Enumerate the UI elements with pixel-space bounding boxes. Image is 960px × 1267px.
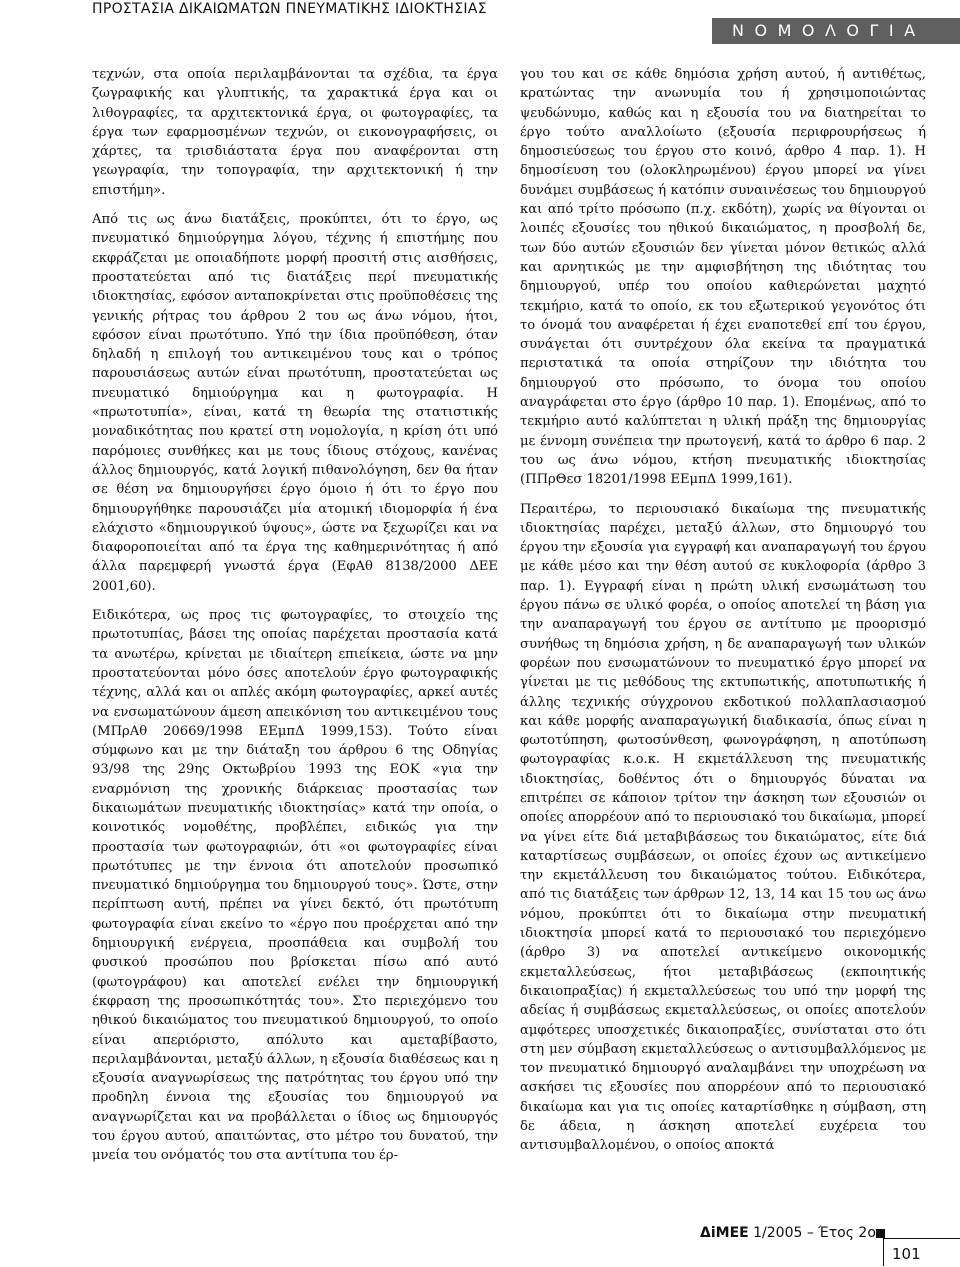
section-category-banner: ΝΟΜΟΛΟΓΙΑ xyxy=(712,18,960,44)
paragraph: γου του και σε κάθε δημόσια χρήση αυτού, ή αντιθέτως, κρατώντας την ανωνυμία του ή χρησιμοποιώντας ψευδώνυμο, καθώς και η εξουσία του να διατηρείται το έργο τούτο αναλλοίωτο (εξουσία περιφρουρήσεως ή δημοσιεύσεως του έργου στο κοινό, άρθρο 4 παρ. 1). Η δημοσίευση του (ολοκληρωμένου) έργου μπορεί να γίνει δυνάμει συμβάσεως ή κατόπιν συναινέσεως του δημιουργού και από τρίτο πρόσωπο (π.χ. εκδότη), χωρίς να θίγονται οι λοιπές εξουσίες του ηθικού δικαιώματος, η προσβολή δε, των δύο αυτών εξουσιών δεν γίνεται μόνον θετικώς αλλά και αρνητικώς με την αμφισβήτηση της ιδιότητας του δημιουργού, υπέρ του οποίου καθιερώνεται μαχητό τεκμήριο, κατά το οποίο, εκ του εξωτερικού γεγονότος ότι το όνομά του αναφέρεται ή έχει εναποτεθεί επί του έργου, συνάγεται ότι συντρέχουν όλα εκείνα τα πραγματικά περιστατικά τα οποία στηρίζουν την ιδιότητα του δημιουργού στο πρόσωπο, το όνομα του οποίου αναγράφεται στο έργο (άρθρο 10 παρ. 1). Επομένως, από το τεκμήριο αυτό καλύπτεται η υλική πράξη της δημιουργίας με έννομη συνέπεια την πρωτογενή, κατά το άρθρο 6 παρ. 2 του ως άνω νόμου, κτήση πνευματικής ιδιοκτησίας (ΠΠρΘεσ 18201/1998 ΕΕμπΔ 1999,161). xyxy=(520,67,926,488)
journal-issue: 1/2005 – Έτος 2ο xyxy=(748,1225,876,1241)
running-header-title: ΠΡΟΣΤΑΣΙΑ ΔΙΚΑΙΩΜΑΤΩΝ ΠΝΕΥΜΑΤΙΚΗΣ ΙΔΙΟΚΤΗΣΙΑΣ xyxy=(92,1,487,17)
paragraph: Από τις ως άνω διατάξεις, προκύπτει, ότι το έργο, ως πνευματικό δημιούργημα λόγου, τέχνης ή επιστήμης που εκφράζεται με οποιαδήποτε μορφή προσιτή στις αισθήσεις, προστατεύεται από τις διατάξεις περί πνευματικής ιδιοκτησίας, εφόσον ανταποκρίνεται στις προϋποθέσεις της γενικής ρήτρας του άρθρου 2 του ως άνω νόμου, ήτοι, εφόσον είναι πρωτότυπο. Υπό την ίδια προϋπόθεση, όταν δηλαδή η επιλογή του αντικειμένου τους και ο τρόπος παρουσιάσεως αυτών είναι πρωτότυπη, προστατεύεται ως πνευματικό δημιούργημα και η φωτογραφία. Η «πρωτοτυπία», είναι, κατά τη θεωρία της στατιστικής μοναδικότητας που κρατεί στη νομολογία, η κρίση ότι υπό παρόμοιες συνθήκες και με τους ίδιους στόχους, κανένας άλλος δημιουργός, κατά λογική πιθανολόγηση, δεν θα ήταν σε θέση να δημιουργήσει έργο όμοιο ή ότι το έργο που δημιουργήθηκε παρουσιάζει μία ατομική ιδιομορφία ή ένα ελάχιστο «δημιουργικού ύψους», ώστε να ξεχωρίζει και να διαφοροποιείται από τα έργα της καθημερινότητας ή από άλλα παρεμφερή γνωστά έργα (ΕφΑθ 8138/2000 ΔΕΕ 2001,60). xyxy=(92,212,498,594)
text-column-left xyxy=(92,65,498,1176)
paragraph: Περαιτέρω, το περιουσιακό δικαίωμα της πνευματικής ιδιοκτησίας παρέχει, μεταξύ άλλων, στο δημιουργό του έργου την εξουσία για εγγραφή και αναπαραγωγή του έργου με κάθε μέσο και την θέση αυτού σε κυκλοφορία (άρθρο 3 παρ. 1). Εγγραφή είναι η πρώτη υλική ενσωμάτωση του έργου πάνω σε υλικό φορέα, ο οποίος αποτελεί τη βάση για την αναπαραγωγή του έργου σε αντίτυπο με προορισμό συνήθως τη δημόσια χρήση, η δε αναπαραγωγή των υλικών φορέων που ενσωματώνουν το πνευματικό έργο μπορεί να γίνεται με τις μεθόδους της εκτυπωτικής, αποτυπωτικής ή άλλης τεχνικής σύγχρονου εκδοτικού πολλαπλασιασμού και κάθε μορφής αναπαραγωγική διαδικασία, όπως είναι η φωτοτύπηση, φωτοσύνθεση, φωνογράφηση, η αποτύπωση φωτογραφίας κ.ο.κ. Η εκμετάλλευση της πνευματικής ιδιοκτησίας, δοθέντος ότι ο δημιουργός δύναται να επιτρέπει σε κάποιον τρίτον την άσκηση των εξουσιών οι οποίες απορρέουν από το περιουσιακό του δικαίωμα, μπορεί να γίνει είτε διά μεταβιβάσεως του δικαιώματος, είτε διά καταρτίσεως συμβάσεων, οι οποίες έχουν ως αντικείμενο την εκμετάλλευση του δικαιώματος τούτου. Ειδικότερα, από τις διατάξεις των άρθρων 12, 13, 14 και 15 του ως άνω νόμου, προκύπτει ότι το δικαίωμα στην πνευματική ιδιοκτησία μπορεί κατά το περιουσιακό του περιεχόμενο (άρθρο 3) να αποτελεί αντικείμενο οικονομικής εκμεταλλεύσεως, ήτοι μεταβιβάσεως (εκποιητικής δικαιοπραξίας) ή εκμεταλλεύσεως του υπό την μορφή της αδείας ή συμβάσεως εκμεταλλεύσεως, οι οποίες αποτελούν αμφότερες υποσχετικές δικαιοπραξίες, συνίσταται στο ότι στη μεν σύμβαση εκμεταλλεύσεως ο αντισυμβαλλόμενος με τον πνευματικό δημιουργό αναλαμβάνει την υποχρέωση να ασκήσει τις εξουσίες που απορρέουν από το περιουσιακό δικαίωμα και για τις οποίες καταρτίσθηκε η σύμβαση, στη δε άδεια, η άσκηση αποτελεί ευχέρεια του αντισυμβαλλομένου, ο οποίος αποκτά xyxy=(520,501,926,1154)
footer-square-mark xyxy=(876,1229,885,1238)
footer-divider-horizontal xyxy=(883,1238,960,1239)
text-column-right xyxy=(520,65,926,1166)
footer-divider-vertical xyxy=(883,1238,884,1266)
paragraph: Ειδικότερα, ως προς τις φωτογραφίες, το στοιχείο της πρωτοτυπίας, βάσει της οποίας παρέχεται προστασία κατά τα ανωτέρω, κρίνεται με ιδιαίτερη επιείκεια, ώστε να μην προστατεύονται μόνο όσες αποτελούν έργο φωτογραφικής τέχνης, αλλά και οι απλές ακόμη φωτογραφίες, αρκεί αυτές να ενσωματώνουν άμεση απεικόνιση του αντικειμένου τους (ΜΠρΑθ 20669/1998 ΕΕμπΔ 1999,153). Τούτο είναι σύμφωνο και με την διάταξη του άρθρου 6 της Οδηγίας 93/98 της 29ης Οκτωβρίου 1993 της ΕΟΚ «για την εναρμόνιση της χρονικής διάρκειας προστασίας των δικαιωμάτων πνευματικής ιδιοκτησίας» κατά την οποία, ο κοινοτικός νομοθέτης, προβλέπει, ειδικώς για την προστασία των φωτογραφιών, ότι «οι φωτογραφίες είναι πρωτότυπες με την έννοια ότι αποτελούν προσωπικό πνευματικό δημιούργημα του δημιουργού τους». Ώστε, στην περίπτωση αυτή, πρέπει να γίνει δεκτό, ότι πρωτότυπη φωτογραφία είναι εκείνο το «έργο που προέρχεται από την δημιουργική ενέργεια, προσπάθεια και συμβολή του φυσικού προσώπου που βρίσκεται πίσω από αυτό (φωτογράφου) και αποτελεί ενέλει την δημιουργική έκφραση της προσωπικότητάς του». Στο περιεχόμενο του ηθικού δικαιώματος του πνευματικού δημιουργού, το οποίο είναι απεριόριστο, απόλυτο και αμεταβίβαστο, περιλαμβάνονται, μεταξύ άλλων, η εξουσία διαθέσεως και η εξουσία αναγνωρίσεως της πατρότητας του έργου υπό την προδηλη έννοια της εξουσίας του δημιουργού να αναγνωρίζεται και να προβάλλεται ο ίδιος ως δημιουργός του έργου αυτού, απαιτώντας, στο μέτρο του δυνατού, την μνεία του ονόματός του στα αντίτυπα του έρ- xyxy=(92,608,498,1164)
footer-journal-info xyxy=(700,1225,876,1241)
journal-brand: ΔiΜΕΕ xyxy=(700,1225,749,1241)
paragraph: τεχνών, στα οποία περιλαμβάνονται τα σχέδια, τα έργα ζωγραφικής και γλυπτικής, τα χαρακτικά έργα και οι λιθογραφίες, τα αρχιτεκτονικά έργα, οι φωτογραφίες, τα έργα των εφαρμοσμένων τεχνών, οι εικονογραφήσεις, οι χάρτες, τα τρισδιάστατα έργα που αναφέρονται στη γεωγραφία, την τοπογραφία, την αρχιτεκτονική ή την επιστήμη». xyxy=(92,67,498,198)
page-number: 101 xyxy=(892,1245,921,1263)
